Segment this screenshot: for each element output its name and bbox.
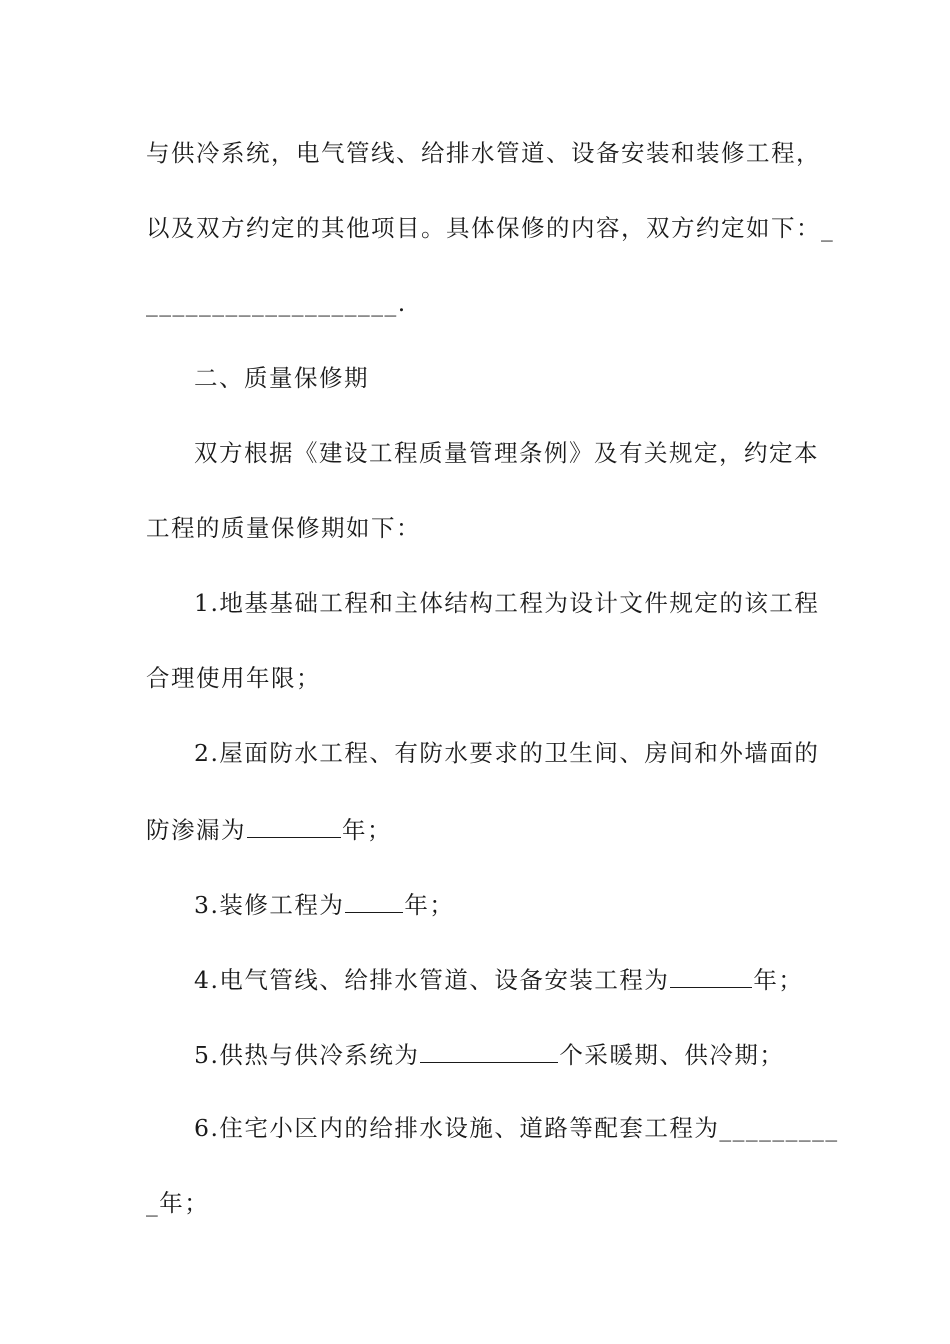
list-item-3-text: 3.装修工程为 — [194, 891, 345, 919]
list-item-5 — [194, 1038, 804, 1068]
paragraph-line-6: 工程的质量保修期如下： — [146, 514, 421, 542]
fill-blank — [345, 888, 403, 913]
fill-blank — [420, 1038, 558, 1063]
paragraph-line-5: 双方根据《建设工程质量管理条例》及有关规定，约定本 — [194, 439, 819, 467]
list-item-2-text: 防渗漏为 — [146, 816, 246, 844]
fill-blank — [670, 963, 752, 988]
list-item-2-cont — [146, 813, 804, 843]
list-item-2: 2.屋面防水工程、有防水要求的卫生间、房间和外墙面的 — [194, 739, 820, 767]
paragraph-line-1: 与供冷系统，电气管线、给排水管道、设备安装和装修工程， — [146, 139, 821, 167]
list-item-4 — [194, 963, 804, 993]
list-item-5-suffix: 个采暖期、供冷期； — [559, 1041, 785, 1069]
list-item-4-text: 4.电气管线、给排水管道、设备安装工程为 — [194, 966, 670, 994]
section-heading: 二、质量保修期 — [194, 364, 369, 392]
paragraph-line-2: 以及双方约定的其他项目。具体保修的内容，双方约定如下：_ — [146, 214, 835, 242]
list-item-4-suffix: 年； — [753, 966, 804, 994]
list-item-6-cont: _年； — [146, 1189, 210, 1217]
list-item-5-text: 5.供热与供冷系统为 — [194, 1041, 420, 1069]
list-item-3-suffix: 年； — [404, 891, 455, 919]
list-item-6: 6.住宅小区内的给排水设施、道路等配套工程为_________ — [194, 1114, 839, 1142]
paragraph-line-3: ___________________. — [146, 289, 407, 317]
list-item-2-suffix: 年； — [342, 816, 392, 844]
list-item-1-cont: 合理使用年限； — [146, 664, 321, 692]
list-item-3 — [194, 888, 804, 918]
fill-blank — [247, 813, 341, 838]
list-item-1: 1.地基基础工程和主体结构工程为设计文件规定的该工程 — [194, 589, 820, 617]
